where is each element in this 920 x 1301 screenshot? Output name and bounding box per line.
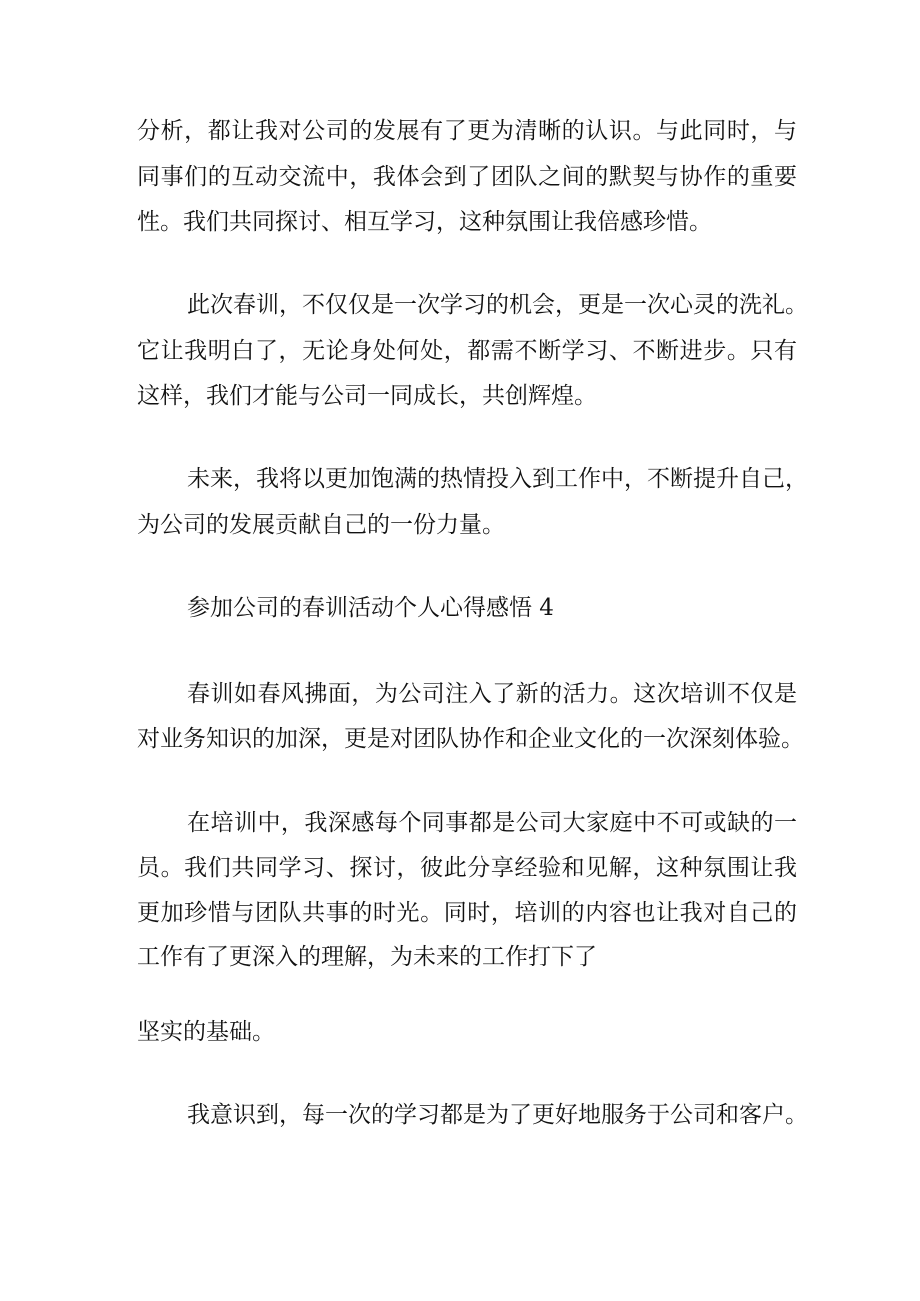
paragraph-2-line-2: 它让我明白了，无论身处何处，都需不断学习、不断进步。只有	[137, 338, 797, 364]
paragraph-6-line-4: 工作有了更深入的理解，为未来的工作打下了	[137, 944, 597, 970]
paragraph-1-line-3: 性。我们共同探讨、相互学习，这种氛围让我倍感珍惜。	[137, 209, 712, 235]
paragraph-1-line-1: 分析，都让我对公司的发展有了更为清晰的认识。与此同时，与	[137, 118, 797, 144]
paragraph-3-line-2: 为公司的发展贡献自己的一份力量。	[137, 512, 505, 538]
paragraph-6-line-3: 更加珍惜与团队共事的时光。同时，培训的内容也让我对自己的	[137, 900, 797, 926]
paragraph-2-line-1: 此次春训，不仅仅是一次学习的机会，更是一次心灵的洗礼。	[187, 292, 808, 318]
paragraph-6-line-1: 在培训中，我深感每个同事都是公司大家庭中不可或缺的一	[187, 810, 797, 836]
paragraph-8-line-1: 我意识到，每一次的学习都是为了更好地服务于公司和客户。	[187, 1102, 808, 1128]
section-heading: 参加公司的春训活动个人心得感悟 4	[187, 595, 554, 621]
paragraph-2-line-3: 这样，我们才能与公司一同成长，共创辉煌。	[137, 383, 597, 409]
paragraph-1-line-2: 同事们的互动交流中，我体会到了团队之间的默契与协作的重要	[137, 164, 797, 190]
paragraph-6-line-2: 员。我们共同学习、探讨，彼此分享经验和见解，这种氛围让我	[137, 855, 797, 881]
paragraph-5-line-1: 春训如春风拂面，为公司注入了新的活力。这次培训不仅是	[187, 681, 797, 707]
paragraph-5-line-2: 对业务知识的加深，更是对团队协作和企业文化的一次深刻体验。	[137, 726, 804, 752]
paragraph-3-line-1: 未来，我将以更加饱满的热情投入到工作中，不断提升自己，	[187, 466, 808, 492]
paragraph-7-line-1: 坚实的基础。	[137, 1019, 275, 1045]
